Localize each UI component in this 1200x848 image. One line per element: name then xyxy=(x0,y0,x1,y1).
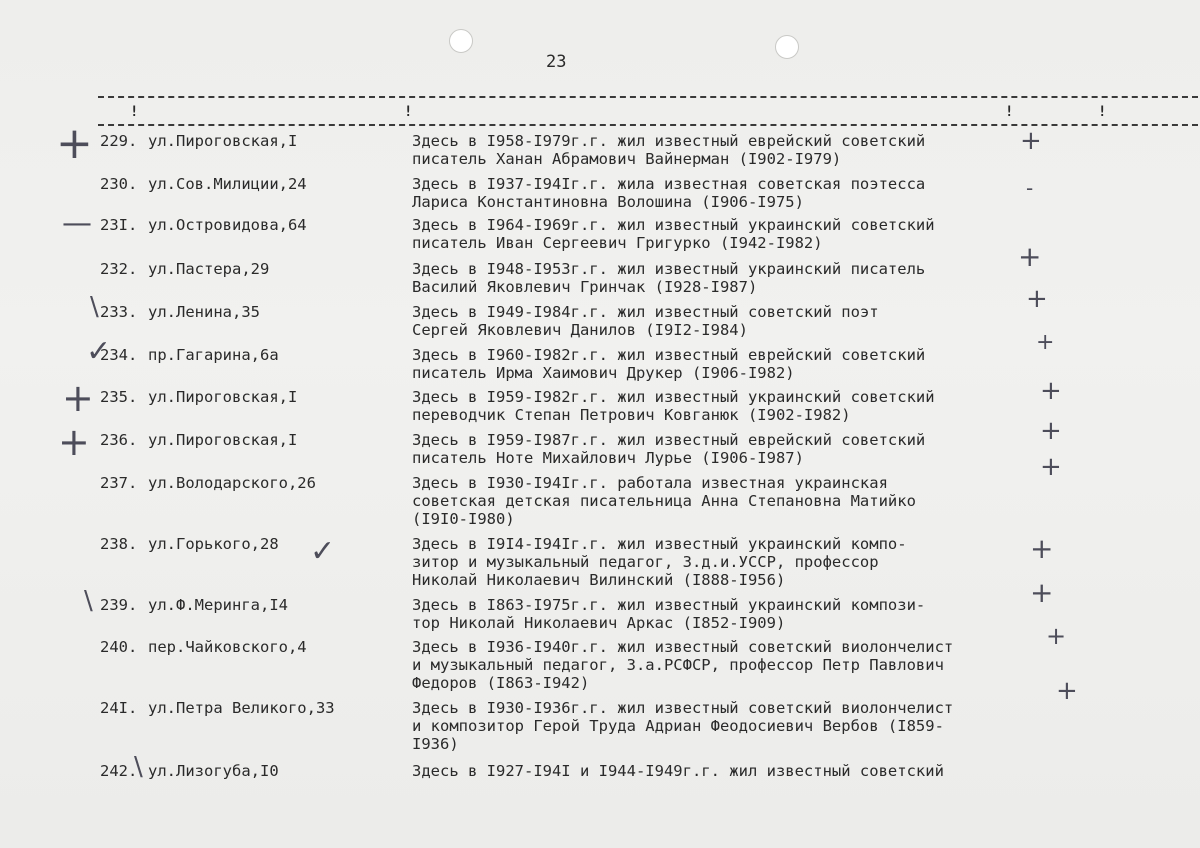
description-line: Здесь в I863-I975г.г. жил известный украинский компози- xyxy=(412,596,926,614)
handwritten-mark: ✓ xyxy=(86,334,112,369)
entry-address: ул.Володарского,26 xyxy=(148,474,316,492)
entry-description xyxy=(412,535,1012,589)
header-rule-top xyxy=(98,96,1198,98)
description-line: писатель Ханан Абрамович Вайнерман (I902-I979) xyxy=(412,150,842,168)
handwritten-mark: + xyxy=(1040,376,1062,406)
handwritten-mark: + xyxy=(1040,416,1062,446)
handwritten-mark: ✓ xyxy=(310,534,336,569)
handwritten-mark: + xyxy=(58,420,90,464)
column-mark: ! xyxy=(404,104,413,120)
entry-number: 242. xyxy=(100,762,138,780)
description-line: Федоров (I863-I942) xyxy=(412,674,590,692)
description-line: зитор и музыкальный педагог, З.д.и.УССР, профессор xyxy=(412,553,879,571)
entry-number: 23I. xyxy=(100,216,138,234)
entry-address: ул.Пастера,29 xyxy=(148,260,270,278)
column-mark: ! xyxy=(130,104,139,120)
entry-address: ул.Ленина,35 xyxy=(148,303,260,321)
entry-description xyxy=(412,303,1012,339)
handwritten-mark: — xyxy=(62,206,92,241)
description-line: Здесь в I959-I982г.г. жил известный украинский советский xyxy=(412,388,935,406)
entry-description xyxy=(412,474,1012,528)
handwritten-mark: + xyxy=(1040,452,1062,482)
description-line: Лариса Константиновна Волошина (I906-I975) xyxy=(412,193,804,211)
entry-number: 235. xyxy=(100,388,138,406)
description-line: Здесь в I960-I982г.г. жил известный еврейский советский xyxy=(412,346,926,364)
entry-description xyxy=(412,260,1012,296)
description-line: Здесь в I9I4-I94Iг.г. жил известный украинский компо- xyxy=(412,535,907,553)
description-line: Здесь в I948-I953г.г. жил известный украинский писатель xyxy=(412,260,926,278)
entry-address: ул.Горького,28 xyxy=(148,535,279,553)
entry-number: 230. xyxy=(100,175,138,193)
description-line: писатель Ирма Хаимович Друкер (I906-I982) xyxy=(412,364,795,382)
entry-address: ул.Лизогуба,I0 xyxy=(148,762,279,780)
entry-number: 236. xyxy=(100,431,138,449)
handwritten-mark: + xyxy=(1046,622,1067,650)
entry-address: ул.Пироговская,I xyxy=(148,388,298,406)
entry-description xyxy=(412,638,1012,692)
handwritten-mark: + xyxy=(1026,284,1048,314)
description-line: Здесь в I930-I936г.г. жил известный советский виолончелист xyxy=(412,699,954,717)
description-line: советская детская писательница Анна Степановна Матийко xyxy=(412,492,916,510)
entry-number: 240. xyxy=(100,638,138,656)
handwritten-mark: - xyxy=(1026,176,1034,200)
handwritten-mark: + xyxy=(1030,532,1054,565)
entry-description xyxy=(412,431,1012,467)
entry-description xyxy=(412,346,1012,382)
description-line: и музыкальный педагог, З.а.РСФСР, профессор Петр Павлович xyxy=(412,656,944,674)
entry-address: пер.Чайковского,4 xyxy=(148,638,307,656)
description-line: писатель Ноте Михайлович Лурье (I906-I987) xyxy=(412,449,804,467)
entry-number: 24I. xyxy=(100,699,138,717)
entry-address: ул.Островидова,64 xyxy=(148,216,307,234)
page-number: 23 xyxy=(546,52,567,72)
punch-hole-left xyxy=(449,29,473,53)
punch-hole-right xyxy=(775,35,799,59)
description-line: I936) xyxy=(412,735,459,753)
description-line: Сергей Яковлевич Данилов (I9I2-I984) xyxy=(412,321,748,339)
description-line: Здесь в I959-I987г.г. жил известный еврейский советский xyxy=(412,431,926,449)
entry-description xyxy=(412,175,1012,211)
description-line: Здесь в I936-I940г.г. жил известный советский виолончелист xyxy=(412,638,954,656)
entry-description xyxy=(412,699,1012,753)
handwritten-mark: + xyxy=(1036,330,1055,355)
description-line: переводчик Степан Петрович Ковганюк (I902-I982) xyxy=(412,406,851,424)
entry-description xyxy=(412,762,1012,780)
entry-description xyxy=(412,216,1012,252)
description-line: (I9I0-I980) xyxy=(412,510,515,528)
entry-address: пр.Гагарина,6а xyxy=(148,346,279,364)
entry-number: 239. xyxy=(100,596,138,614)
handwritten-mark: \ xyxy=(134,752,143,782)
description-line: Здесь в I964-I969г.г. жил известный украинский советский xyxy=(412,216,935,234)
description-line: тор Николай Николаевич Аркас (I852-I909) xyxy=(412,614,786,632)
handwritten-mark: + xyxy=(62,376,94,420)
description-line: Здесь в I937-I94Iг.г. жила известная советская поэтесса xyxy=(412,175,926,193)
entry-address: ул.Сов.Милиции,24 xyxy=(148,175,307,193)
handwritten-mark: \ xyxy=(84,586,93,616)
handwritten-mark: + xyxy=(1056,676,1078,706)
description-line: Здесь в I930-I94Iг.г. работала известная украинская xyxy=(412,474,888,492)
handwritten-mark: + xyxy=(1030,576,1054,609)
description-line: Здесь в I927-I94I и I944-I949г.г. жил известный советский xyxy=(412,762,944,780)
handwritten-mark: \ xyxy=(90,292,99,322)
entry-description xyxy=(412,388,1012,424)
handwritten-mark: + xyxy=(1020,126,1042,156)
handwritten-mark: + xyxy=(56,118,93,169)
entry-address: ул.Пироговская,I xyxy=(148,431,298,449)
entry-number: 238. xyxy=(100,535,138,553)
column-mark: ! xyxy=(1098,104,1107,120)
entry-number: 229. xyxy=(100,132,138,150)
entry-number: 234. xyxy=(100,346,138,364)
description-line: и композитор Герой Труда Адриан Феодосиевич Вербов (I859- xyxy=(412,717,944,735)
entry-number: 237. xyxy=(100,474,138,492)
entry-description xyxy=(412,132,1012,168)
description-line: писатель Иван Сергеевич Григурко (I942-I982) xyxy=(412,234,823,252)
description-line: Здесь в I958-I979г.г. жил известный еврейский советский xyxy=(412,132,926,150)
entry-address: ул.Ф.Меринга,I4 xyxy=(148,596,288,614)
entry-description xyxy=(412,596,1012,632)
description-line: Николай Николаевич Вилинский (I888-I956) xyxy=(412,571,786,589)
entry-address: ул.Петра Великого,33 xyxy=(148,699,335,717)
description-line: Здесь в I949-I984г.г. жил известный советский поэт xyxy=(412,303,879,321)
entry-number: 233. xyxy=(100,303,138,321)
handwritten-mark: + xyxy=(1018,240,1042,273)
description-line: Василий Яковлевич Гринчак (I928-I987) xyxy=(412,278,758,296)
entry-number: 232. xyxy=(100,260,138,278)
entry-address: ул.Пироговская,I xyxy=(148,132,298,150)
column-mark: ! xyxy=(1005,104,1014,120)
